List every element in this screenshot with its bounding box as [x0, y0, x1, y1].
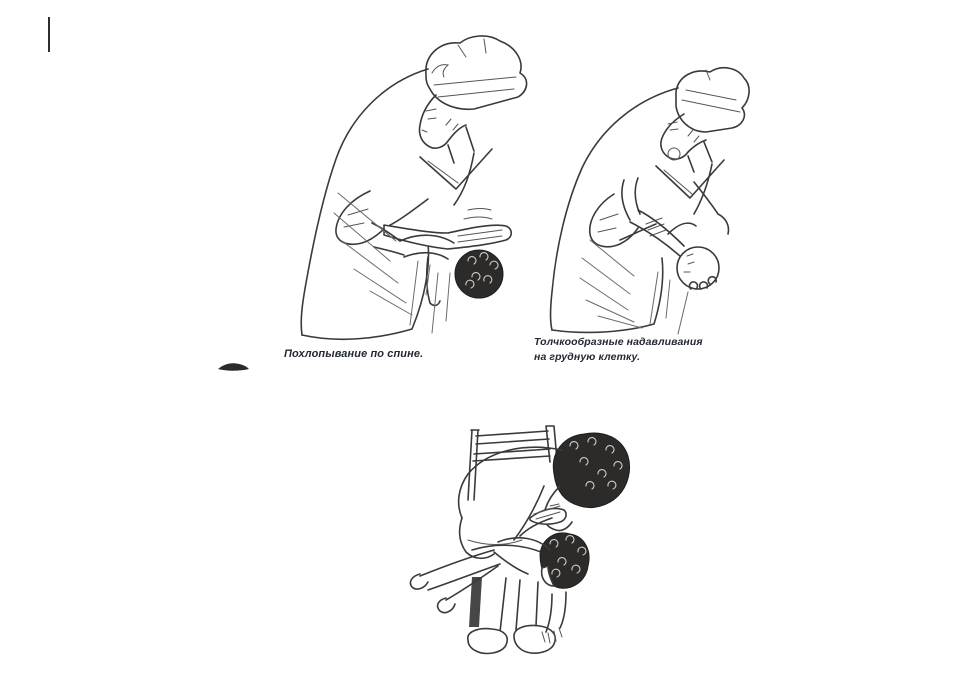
infant-back-blows-illustration: [278, 33, 530, 345]
caption-line-1: Толчкообразные надавливания: [534, 336, 703, 348]
figure-caption-chest-thrusts: [534, 335, 703, 364]
text-caret: [48, 17, 50, 52]
ink-smudge: [216, 360, 250, 373]
child-over-knee-illustration: [402, 422, 665, 665]
caption-line-2: на грудную клетку.: [534, 350, 641, 363]
infant-chest-thrusts-illustration: [538, 62, 772, 335]
figure-caption-back-blows: Похлопывание по спине.: [284, 348, 424, 360]
